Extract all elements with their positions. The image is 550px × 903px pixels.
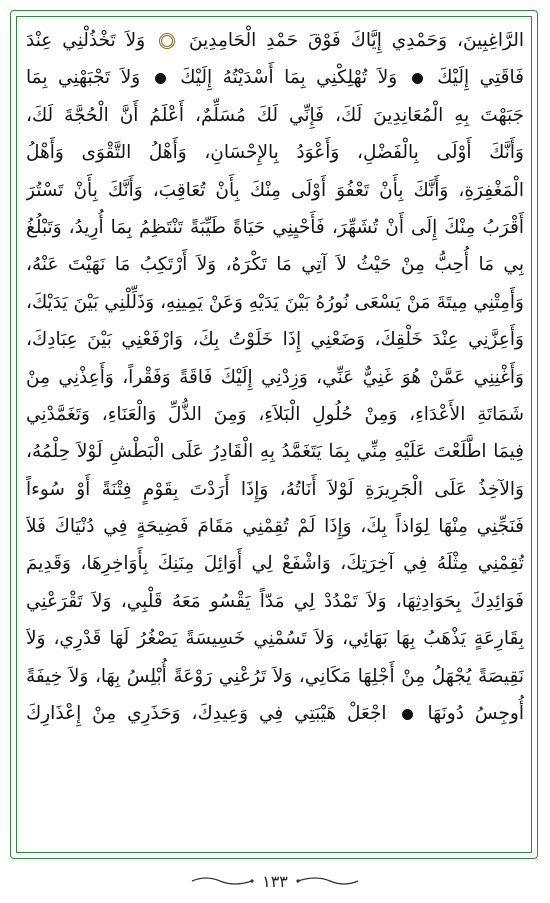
page-number: ١٣٣ [262,871,288,891]
text-line [26,321,524,358]
text-line [26,172,524,209]
text-segment: وَالآخِذُ عَلَى الْجَرِيرَةِ لَوْلاَ أَنَاتُهُ، وَإِذَا أَرَدْتَ بِقَوْمٍ فِتْنَةً أَوْ سُوءاً [26,478,524,500]
text-line [26,658,524,695]
text-segment: الْمَغْفِرَةِ، وَأَنَّكَ بِأَنْ تَعْفُوَ أَوْلَى مِنْكَ بِأَنْ تُعَاقِبَ، وَأَنَّكَ بِأَنْ تَسْتُرَ [26,179,524,201]
text-segment: بِي مَا أُحِبُّ مِنْ حَيْثُ لاَ آتِي مَا تَكْرَهُ، وَلاَ أَرْتَكِبُ مَا نَهَيْتَ عَنْهُ، [26,254,524,276]
text-segment: بِقَارِعَةٍ يَذْهَبُ بِهَا بَهَائِي، وَلاَ تَسُمْنِي خَسِيسَةً يَصْغُرُ لَهَا قَدْرِي، وَلاَ [26,628,524,650]
text-line [26,22,524,59]
rosette-ornament-icon [159,33,175,49]
text-segment: أُوجِسُ دُونَهَا [427,703,524,725]
text-segment: وَأَعِزَّنِي عِنْدَ خَلْقِكَ، وَضَعْنِي إِذَا خَلَوْتُ بِكَ، وَارْفَعْنِي بَيْنَ عِبَادِكَ، [26,329,524,351]
text-segment: أَقْرَبُ مِنْكَ إِلَى أَنْ تُشَهِّرَ، فَأَحْيِنِي حَيَاةً طَيِّبَةً تَنْتَظِمُ بِمَا أُرِيدُ، وَتَبْلُغُ [26,216,524,238]
text-line [26,284,524,321]
text-line [26,97,524,134]
text-segment: جَبَهْتَ بِهِ الْمُعَانِدِينَ لَكَ، فَإِنِّي لَكَ مُسَلِّمٌ، أَعْلَمُ أَنَّ الْحُجَّةَ لَكَ، [26,104,524,126]
text-line [26,209,524,246]
text-segment: الرَّاغِبِينَ، وَحَمْدِي إِيَّاكَ فَوْقَ حَمْدِ الْحَامِدِينَ [189,30,524,51]
text-line [26,433,524,470]
text-line [26,620,524,657]
text-segment: اجْعَلْ هَيْبَتِي فِي وَعِيدِكَ، وَحَذَرِي مِنْ إِعْذَارِكَ [26,703,387,725]
dot-ornament-icon [402,709,413,720]
flourish-left-icon [190,874,254,888]
text-segment: شَمَاتَةِ الأَعْدَاءِ، وَمِنْ حُلُولِ الْبَلاَءِ، وَمِنَ الذُّلِّ وَالْعَنَاءِ، وَتَغَمَّدْنِي [26,403,524,425]
text-line [26,359,524,396]
text-line [26,508,524,545]
text-segment: وَلاَ تَجْبَهْنِي بِمَا [26,67,141,89]
dot-ornament-icon [412,73,423,84]
flourish-right-icon [296,874,360,888]
text-segment: نَقِيصَةً يُجْهَلُ مِنْ أَجْلِهَا مَكَانِي، وَلاَ تَرُعْنِي رَوْعَةً أُبْلِسُ بِهَا، وَلاَ خِيفَةً [26,665,524,687]
text-segment: وَأَمِتْنِي مِيتَةَ مَنْ يَسْعَى نُورُهُ بَيْنَ يَدَيْهِ وَعَنْ يَمِينِهِ، وَذَلِّلْنِي بَيْنَ يَدَيْكَ، [26,291,524,313]
text-segment: فَاقَتِي إِلَيْكَ [437,67,524,89]
text-line [26,583,524,620]
prayer-text-block [26,22,524,852]
text-segment: فِيمَا اطَّلَعْتَ عَلَيْهِ مِنِّي بِمَا يَتَغَمَّدُ بِهِ الْقَادِرُ عَلَى الْبَطْشِ لَوْلاَ حِلْمُهُ، [26,441,524,463]
dot-ornament-icon [155,73,166,84]
text-segment: وَلاَ تُهْلِكْنِي بِمَا أَسْدَيْتُهُ إِلَيْكَ [180,67,398,89]
text-segment: تُقِمْنِي مِثْلَهُ فِي آخِرَتِكَ، وَاشْفَعْ لِي أَوَائِلَ مِنَنِكَ بِأَوَاخِرِهَا، وَقَدِيمَ [26,553,524,575]
text-line [26,246,524,283]
text-segment: وَأَنَّكَ أَوْلَى بِالْفَضْلِ، وَأَعْوَدُ بِالإِحْسَانِ، وَأَهْلُ التَّقْوَى وَأَهْلُ [26,142,524,164]
text-segment: فَوَائِدِكَ بِحَوَادِثِهَا، وَلاَ تَمْدُدْ لِي مَدّاً يَقْسُو مَعَهُ قَلْبِي، وَلاَ تَقْرَعْنِي [26,590,524,612]
text-line [26,396,524,433]
text-line [26,471,524,508]
text-segment: وَلاَ تَخْذُلْنِي عِنْدَ [26,30,146,51]
text-segment: فَنَجِّنِي مِنْهَا لِوَاذاً بِكَ، وَإِذَا لَمْ تُقِمْنِي مَقَامَ فَضِيحَةٍ فِي دُنْيَاكَ فَلاَ [26,516,524,538]
text-line [26,134,524,171]
text-line [26,545,524,582]
text-segment: وَأَغْنِنِي عَمَّنْ هُوَ غَنِيٌّ عَنِّي، وَزِدْنِي إِلَيْكَ فَاقَةً وَفَقْراً، وَأَعِذْنِي مِنْ [26,366,524,388]
text-line [26,59,524,96]
page-footer [0,866,550,896]
text-line [26,695,524,732]
